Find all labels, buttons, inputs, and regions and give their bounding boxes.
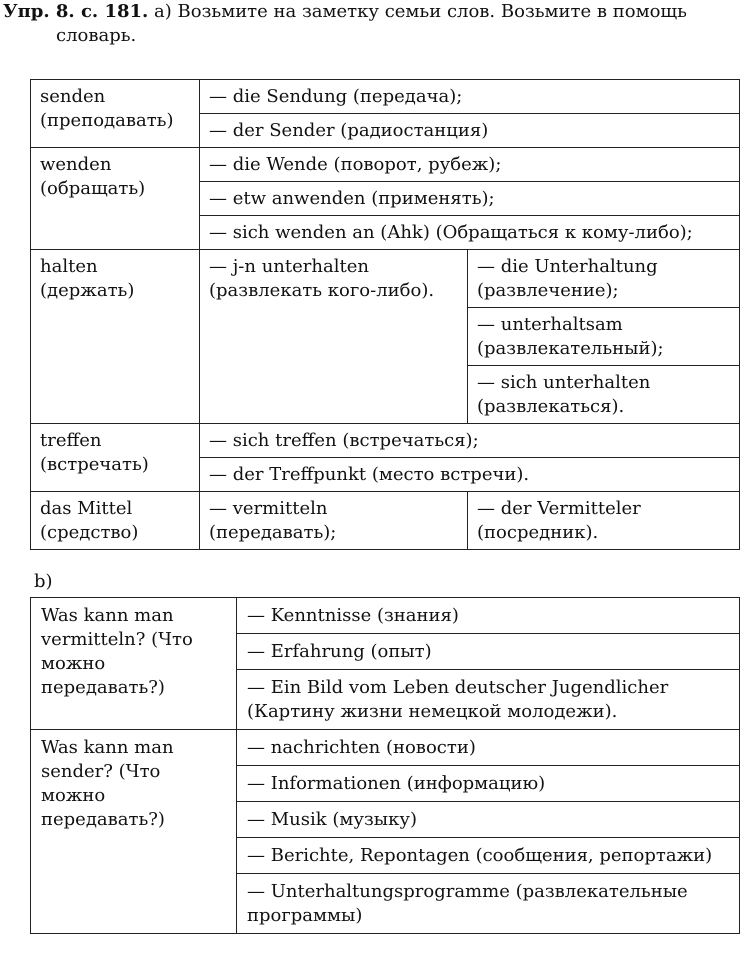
derivative-verb: — j-n unterhalten (развлекать кого-либо).: [200, 250, 468, 424]
derivative-verb: — vermitteln (передавать);: [200, 492, 468, 550]
part-b-label: b): [34, 571, 53, 592]
question-senden: Was kann man sender? (Что можно передавать?): [31, 730, 237, 934]
word-wenden: wenden (обращать): [31, 148, 200, 250]
task-text: а) Возьмите на заметку семьи слов. Возьмите в помощь: [154, 1, 687, 22]
derivative: — der Vermitteler (посредник).: [468, 492, 740, 550]
question-table: [30, 597, 740, 934]
word-halten: halten (держать): [31, 250, 200, 424]
answer-item: — Kenntnisse (знания): [237, 598, 740, 634]
derivative: — der Sender (радиостанция): [200, 114, 740, 148]
derivative: — unterhaltsam (развлекательный);: [468, 308, 740, 366]
answer-item: — Musik (музыку): [237, 802, 740, 838]
answer-item: — Unterhaltungsprogramme (развлекательные программы): [237, 874, 740, 934]
derivative: — sich wenden an (Ahk) (Обращаться к кому-либо);: [200, 216, 740, 250]
derivative: — die Sendung (передача);: [200, 80, 740, 114]
answer-item: — Ein Bild vom Leben deutscher Jugendlicher (Картину жизни немецкой молодежи).: [237, 670, 740, 730]
answer-item: — Erfahrung (опыт): [237, 634, 740, 670]
word-senden: senden (преподавать): [31, 80, 200, 148]
task-text-cont: словарь.: [56, 25, 137, 46]
derivative: — sich treffen (встречаться);: [200, 424, 740, 458]
derivative: — die Unterhaltung (развлечение);: [468, 250, 740, 308]
answer-item: — Berichte, Repontagen (сообщения, репортажи): [237, 838, 740, 874]
word-mittel: das Mittel (средство): [31, 492, 200, 550]
word-treffen: treffen (встречать): [31, 424, 200, 492]
derivative: — sich unterhalten (развлекаться).: [468, 366, 740, 424]
question-vermitteln: Was kann man vermitteln? (Что можно передавать?): [31, 598, 237, 730]
derivative: — etw anwenden (применять);: [200, 182, 740, 216]
exercise-header: [3, 0, 753, 48]
derivative: — der Treffpunkt (место встречи).: [200, 458, 740, 492]
word-family-table: [30, 79, 740, 550]
derivative: — die Wende (поворот, рубеж);: [200, 148, 740, 182]
answer-item: — Informationen (информацию): [237, 766, 740, 802]
exercise-label: Упр. 8. с. 181.: [3, 1, 149, 22]
answer-item: — nachrichten (новости): [237, 730, 740, 766]
